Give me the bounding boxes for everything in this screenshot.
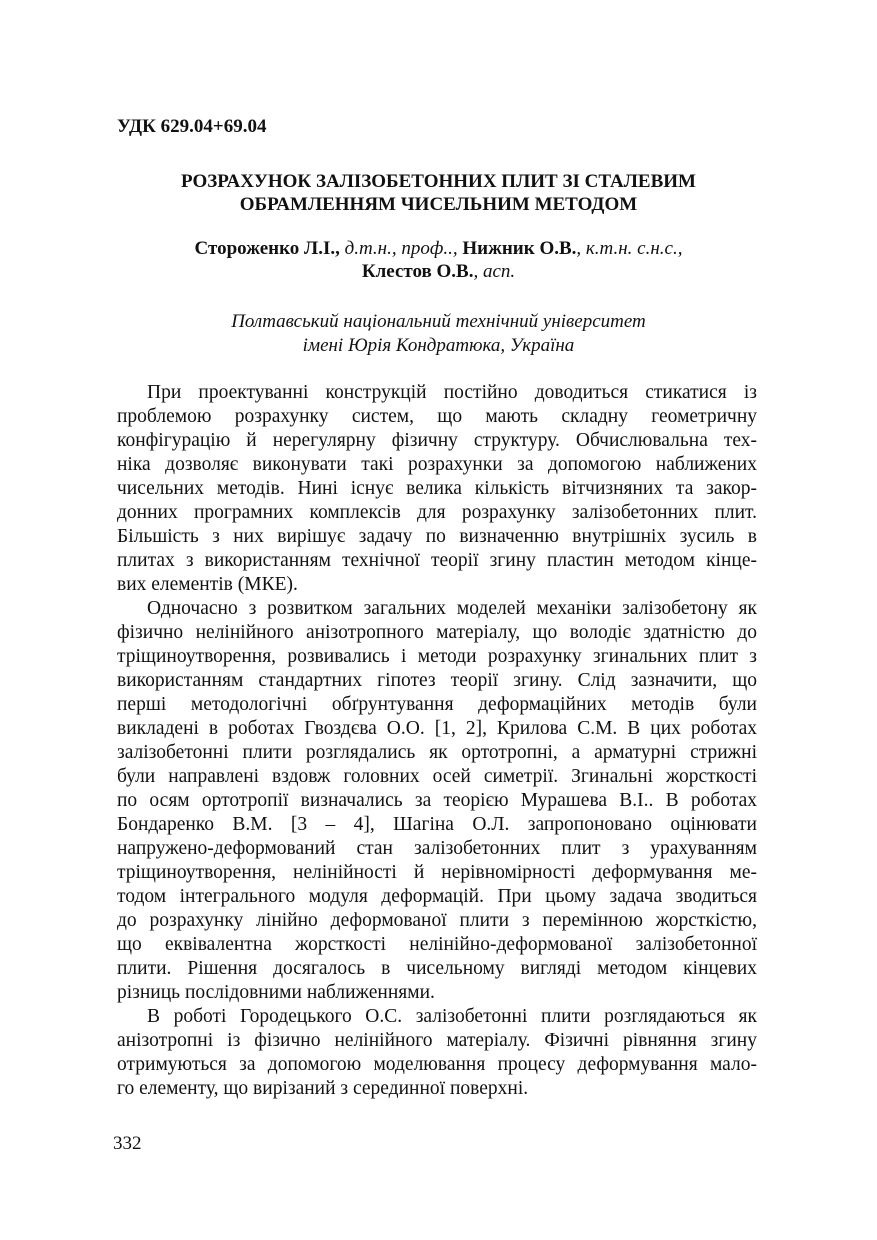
article-title	[0, 170, 877, 216]
text-line: анізотропні із фізично нелінійного матеріалу. Фізичні рівняння згину	[117, 1030, 757, 1051]
text-line: го елементу, що вирізаний з серединної поверхні.	[117, 1078, 529, 1099]
text-line: фізично нелінійного анізотропного матеріалу, що володіє здатністю до	[117, 622, 757, 643]
article-body	[117, 381, 757, 1101]
text-line: проблемою розрахунку систем, що мають складну геометричну	[117, 406, 757, 427]
text-line: до розрахунку лінійно деформованої плити з перемінною жорсткістю,	[117, 910, 757, 931]
paragraph	[117, 381, 757, 597]
author-degree: , асп.	[473, 261, 516, 282]
text-line: тріщиноутворення, нелінійності й нерівномірності деформування ме-	[117, 862, 757, 883]
udc-code: УДК 629.04+69.04	[117, 116, 267, 137]
affiliation	[0, 310, 877, 358]
authors-line	[0, 237, 877, 260]
text-line: були направлені вздовж головних осей симетрії. Згинальні жорсткості	[117, 766, 757, 787]
authors-line	[0, 260, 877, 283]
text-line: ніка дозволяє виконувати такі розрахунки за допомогою наближених	[117, 454, 757, 475]
author-name: Нижник О.В.	[462, 238, 577, 259]
text-line: що еквівалентна жорсткості нелінійно-деформованої залізобетонної	[117, 934, 757, 955]
authors	[0, 237, 877, 283]
text-line: плитах з використанням технічної теорії згину пластин методом кінце-	[117, 550, 757, 571]
text-line: тріщиноутворення, розвивались і методи розрахунку згинальних плит з	[117, 646, 757, 667]
text-line: При проектуванні конструкцій постійно доводиться стикатися із	[147, 382, 757, 403]
affiliation-line: Полтавський національний технічний університет	[231, 311, 646, 332]
text-line: різниць послідовними наближеннями.	[117, 982, 435, 1003]
paragraph	[117, 597, 757, 1005]
text-line: чисельних методів. Нині існує велика кількість вітчизняних та закор-	[117, 478, 757, 499]
text-line: напружено-деформований стан залізобетонних плит з урахуванням	[117, 838, 757, 859]
author-name: Стороженко Л.І.,	[194, 238, 340, 259]
text-line: викладені в роботах Гвоздєва О.О. [1, 2], Крилова С.М. В цих роботах	[117, 718, 757, 739]
text-line: конфігурацію й нерегулярну фізичну структуру. Обчислювальна тех-	[117, 430, 757, 451]
author-degree: д.т.н., проф..,	[339, 238, 463, 259]
text-line: донних програмних комплексів для розрахунку залізобетонних плит.	[117, 502, 757, 523]
text-line: тодом інтегрального модуля деформацій. При цьому задача зводиться	[117, 886, 757, 907]
text-line: плити. Рішення досягалось в чисельному вигляді методом кінцевих	[117, 958, 757, 979]
title-line: ОБРАМЛЕННЯМ ЧИСЕЛЬНИМ МЕТОДОМ	[239, 194, 638, 215]
text-line: Одночасно з розвитком загальних моделей механіки залізобетону як	[147, 598, 757, 619]
author-degree: , к.т.н. с.н.с.,	[576, 238, 683, 259]
text-line: залізобетонні плити розглядались як ортотропні, а арматурні стрижні	[117, 742, 757, 763]
text-line: В роботі Городецького О.С. залізобетонні плити розглядаються як	[147, 1006, 757, 1027]
text-line: вих елементів (МКЕ).	[117, 574, 298, 595]
text-line: Більшість з них вирішує задачу по визначенню внутрішніх зусиль в	[117, 526, 757, 547]
paragraph	[117, 1005, 757, 1101]
text-line: використанням стандартних гіпотез теорії згину. Слід зазначити, що	[117, 670, 757, 691]
text-line: по осям ортотропії визначались за теорією Мурашева В.І.. В роботах	[117, 790, 757, 811]
author-name: Клестов О.В.	[361, 261, 474, 282]
affiliation-line: імені Юрія Кондратюка, Україна	[302, 335, 575, 356]
title-line: РОЗРАХУНОК ЗАЛІЗОБЕТОННИХ ПЛИТ ЗІ СТАЛЕВИМ	[181, 171, 696, 192]
text-line: Бондаренко В.М. [3 – 4], Шагіна О.Л. запропоновано оцінювати	[117, 814, 757, 835]
text-line: перші методологічні обґрунтування деформаційних методів були	[117, 694, 757, 715]
page-number: 332	[113, 1133, 142, 1154]
text-line: отримуються за допомогою моделювання процесу деформування мало-	[117, 1054, 757, 1075]
